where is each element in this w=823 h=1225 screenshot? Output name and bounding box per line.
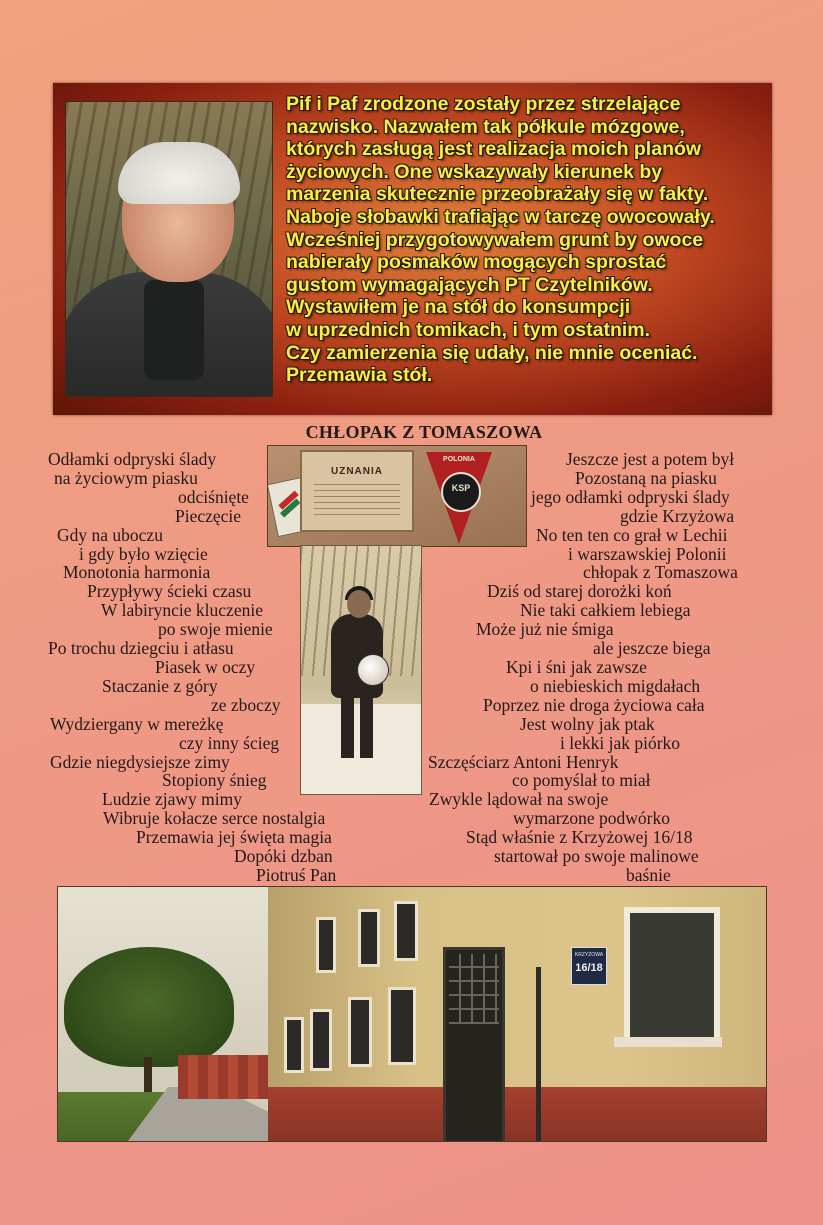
poem-line: Nie taki całkiem lebiega — [520, 600, 691, 621]
intro-text: Pif i Paf zrodzone zostały przez strzelające nazwisko. Nazwałem tak półkule mózgowe, których zasługą jest realizacja moich planów życiowych. One wskazywały kierunek by marzenia skutecznie przeobrażały się w fakty. Naboje słobawki trafiając w tarczę owocowały. Wcześniej przygotowywałem grunt by owoce nabierały posmaków mogących sprostać gustom wymagających PT Czytelników. Wystawiłem je na stół do konsumpcji w uprzednich tomikach, i tym ostatnim. Czy zamierzenia się udały, nie mnie oceniać. Przemawia stół. — [286, 93, 715, 387]
poem-line: Po trochu dziegciu i atłasu — [48, 638, 234, 659]
diploma-heading: UZNANIA — [331, 466, 383, 477]
player-legs — [341, 696, 373, 758]
football-player-photo — [300, 545, 422, 795]
poem-line: ale jeszcze biega — [593, 638, 711, 659]
poem-line: o niebieskich migdałach — [530, 675, 701, 696]
diploma-card — [300, 450, 414, 532]
building-large-window — [624, 907, 720, 1045]
poem-line: Gdy na uboczu — [57, 524, 163, 545]
street-sign-number: 16/18 — [575, 962, 603, 974]
poem-line: Monotonia harmonia — [63, 562, 211, 583]
poem-line: Stopiony śnieg — [162, 770, 267, 791]
poem-line: Dziś od starej dorożki koń — [487, 581, 672, 602]
street-sign-name: KRZYŻOWA — [574, 952, 604, 958]
football-ball — [357, 654, 389, 686]
poem-line: chłopak z Tomaszowa — [583, 562, 738, 583]
street-number-sign — [571, 947, 607, 985]
poem-line: i warszawskiej Polonii — [568, 543, 727, 564]
pennant-badge-letters: KSP — [451, 483, 471, 493]
poem-line: na życiowym piasku — [54, 467, 198, 488]
author-portrait-photo — [65, 101, 273, 397]
building-window — [310, 1009, 332, 1071]
poem-line: Dopóki dzban — [234, 846, 333, 867]
window-sill — [614, 1037, 722, 1047]
pennant-label: POLONIA — [443, 456, 475, 463]
photo-tree-trunk — [144, 1057, 152, 1097]
portrait-hair — [118, 142, 240, 204]
photo-fence — [178, 1055, 278, 1099]
diploma-pennant-photo — [267, 445, 527, 547]
poem-line: Odłamki odpryski ślady — [48, 449, 217, 469]
poem-line: Kpi i śni jak zawsze — [506, 656, 647, 677]
poem-line: i lekki jak piórko — [560, 732, 681, 753]
poem-line: Może już nie śmiga — [476, 619, 614, 640]
door-glass-grid — [449, 954, 499, 1024]
poem-line: po swoje mienie — [158, 619, 273, 640]
portrait-collar — [144, 280, 204, 380]
poem-line: Pieczęcie — [175, 505, 242, 526]
poem-line: Stąd właśnie z Krzyżowej 16/18 — [466, 827, 693, 848]
poem-line: No ten ten co grał w Lechii — [536, 524, 728, 545]
poem-line: startował po swoje malinowe — [494, 846, 699, 867]
poem-line: jego odłamki odpryski ślady — [531, 486, 730, 507]
photo-tree — [64, 947, 234, 1067]
building-window — [316, 917, 336, 973]
poem-line: Ludzie zjawy mimy — [102, 789, 242, 810]
poem-line: Jeszcze jest a potem był — [566, 449, 735, 469]
building-window — [284, 1017, 304, 1073]
poem-left-column — [48, 449, 337, 885]
poem-line: co pomyślał to miał — [512, 770, 651, 791]
poem-line: Wibruje kołacze serce nostalgia — [103, 808, 326, 829]
building-window — [358, 909, 380, 967]
poem-line: Piasek w oczy — [155, 656, 256, 677]
building-window — [394, 901, 418, 961]
poem-line: Przemawia jej święta magia — [136, 827, 332, 848]
poem-line: Szczęściarz Antoni Henryk — [428, 751, 619, 772]
poem-title: CHŁOPAK Z TOMASZOWA — [305, 422, 543, 442]
poem-line: W labiryncie kluczenie — [101, 600, 263, 621]
poem-line: gdzie Krzyżowa — [620, 505, 735, 526]
poem-line: czy inny ścieg — [179, 732, 280, 753]
poem-line: Zwykle lądował na swoje — [429, 789, 609, 810]
poem-line: wymarzone podwórko — [513, 808, 670, 829]
drain-pipe — [536, 967, 541, 1141]
poem-line: Poprzez nie droga życiowa cała — [483, 694, 705, 715]
building-base — [268, 1087, 767, 1141]
poem-line: ze zboczy — [211, 694, 281, 715]
poem-line: Piotruś Pan — [256, 864, 337, 885]
player-head — [347, 590, 371, 618]
krzyzowa-building-photo — [57, 886, 767, 1142]
poem-line: Gdzie niegdysiejsze zimy — [50, 751, 230, 772]
poem-line: Pozostaną na piasku — [575, 467, 717, 488]
poem-line: baśnie — [626, 864, 671, 885]
poem-line: Staczanie z góry — [102, 675, 218, 696]
poem-line: odciśnięte — [178, 486, 249, 507]
poem-line: Wydziergany w mereżkę — [50, 713, 224, 734]
poem-line: i gdy było wzięcie — [79, 543, 208, 564]
building-door — [443, 947, 505, 1142]
building-window — [388, 987, 416, 1065]
poem-line: Jest wolny jak ptak — [520, 713, 655, 734]
diploma-text-lines — [314, 484, 400, 518]
intro-banner — [53, 83, 772, 415]
building-window — [348, 997, 372, 1067]
poem-line: Przypływy ścieki czasu — [87, 581, 252, 602]
